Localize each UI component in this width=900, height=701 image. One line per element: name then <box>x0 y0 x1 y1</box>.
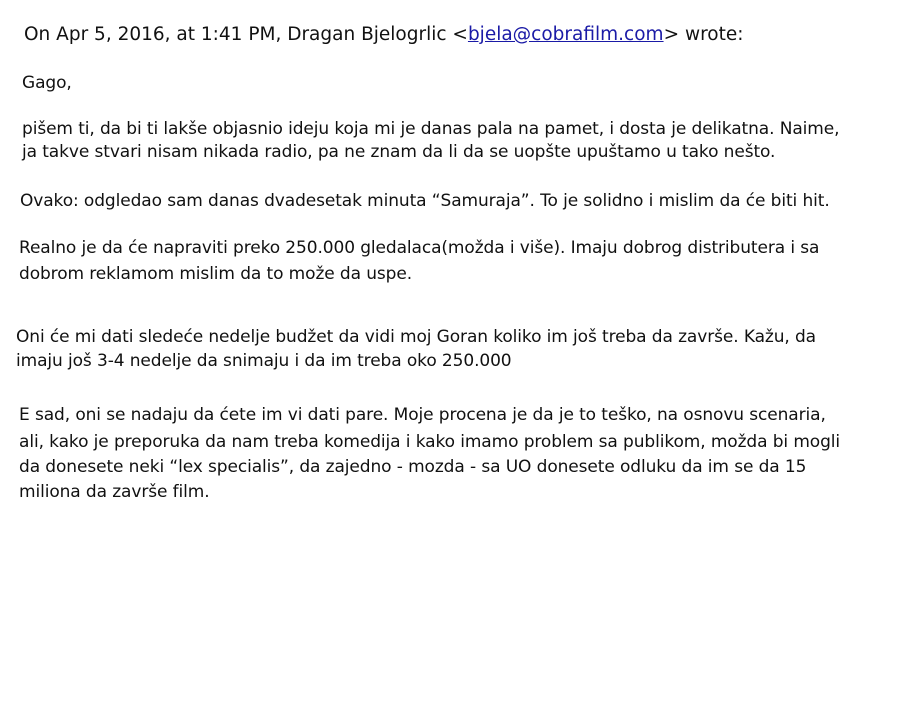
paragraph-4-line-1: Oni će mi dati sledeće nedelje budžet da vidi moj Goran koliko im još treba da završe. Kažu, da <box>16 327 817 347</box>
paragraph-4-line-2: imaju još 3-4 nedelje da snimaju i da im treba oko 250.000 <box>16 351 512 371</box>
paragraph-5-line-3: da donesete neki “lex specialis”, da zajedno - mozda - sa UO donesete odluku da im se da 15 <box>19 457 807 477</box>
paragraph-3-line-1: Realno je da će napraviti preko 250.000 gledalaca(možda i više). Imaju dobrog distributera i sa <box>19 238 820 258</box>
greeting: Gago, <box>22 73 72 93</box>
header-prefix: On Apr 5, 2016, at 1:41 PM, Dragan Bjelogrlic < <box>24 24 468 45</box>
header-suffix: > wrote: <box>663 24 744 45</box>
paragraph-5-line-4: miliona da završe film. <box>19 482 210 502</box>
paragraph-1-line-1: pišem ti, da bi ti lakše objasnio ideju koja mi je danas pala na pamet, i dosta je delikatna. Naime, <box>22 119 840 139</box>
sender-email-link[interactable]: bjela@cobrafilm.com <box>467 24 664 45</box>
paragraph-1-line-2: ja takve stvari nisam nikada radio, pa ne znam da li da se uopšte upuštamo u tako nešto. <box>22 142 776 162</box>
paragraph-5-line-2: ali, kako je preporuka da nam treba komedija i kako imamo problem sa publikom, možda bi mogli <box>19 432 841 452</box>
paragraph-3-line-2: dobrom reklamom mislim da to može da uspe. <box>19 264 413 284</box>
paragraph-2-line-1: Ovako: odgledao sam danas dvadesetak minuta “Samuraja”. To je solidno i mislim da će biti hit. <box>20 191 830 211</box>
paragraph-5-line-1: E sad, oni se nadaju da ćete im vi dati pare. Moje procena je da je to teško, na osnovu scenaria, <box>19 405 826 425</box>
email-header <box>24 24 743 46</box>
